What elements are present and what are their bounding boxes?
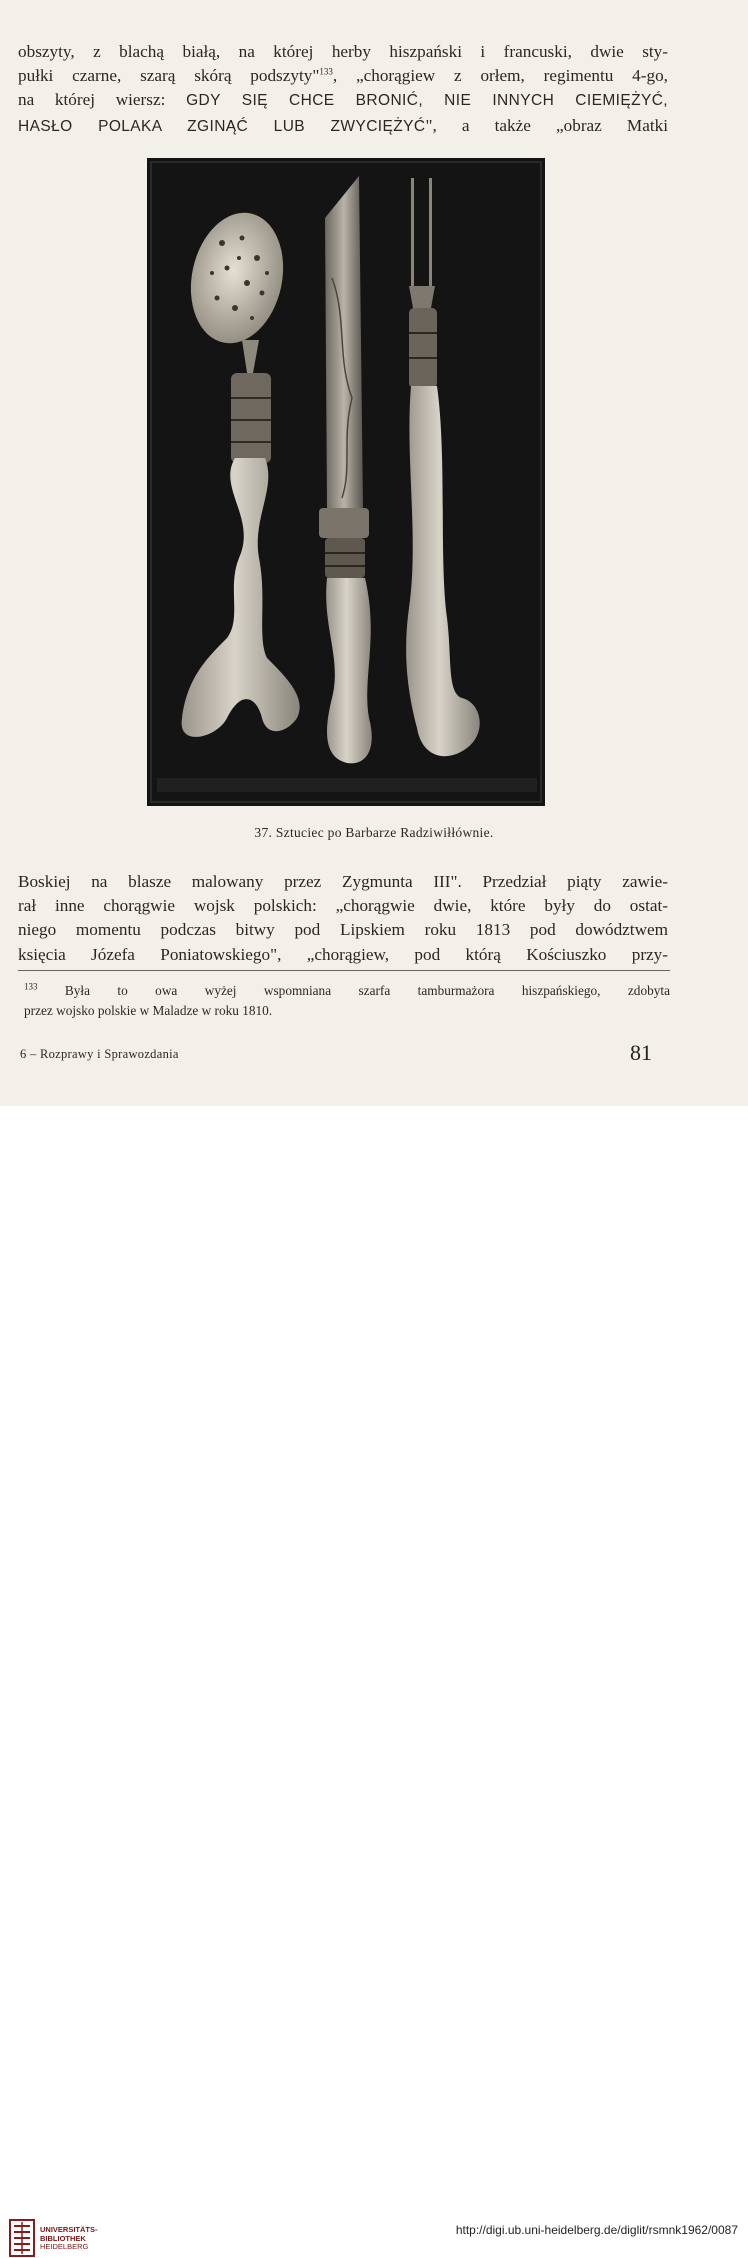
footnote-text: Była to owa wyżej wspomniana szarfa tamburmażora hiszpańskiego, zdobyta <box>37 983 670 998</box>
university-library-logo-icon[interactable] <box>8 2218 36 2258</box>
text-line <box>18 114 668 139</box>
text-line: niego momentu podczas bitwy pod Lipskiem roku 1813 pod dowództwem <box>18 920 668 940</box>
library-name-line: HEIDELBERG <box>40 2242 89 2251</box>
text-line: obszyty, z blachą białą, na której herby hiszpański i francuski, dwie sty- <box>18 42 668 61</box>
text-segment: na której wiersz: <box>18 90 187 110</box>
library-name[interactable] <box>40 2226 98 2252</box>
text-line: księcia Józefa Poniatowskiego", „chorągiew, pod którą Kościuszko przy- <box>18 944 668 964</box>
footnote-line <box>24 981 670 1001</box>
viewer-footer <box>0 1106 748 2251</box>
footnote-number: 133 <box>24 981 38 992</box>
text-line: rał inne chorągwie wojsk polskich: „chorągwie dwie, które były do ostat- <box>18 896 668 916</box>
footnote <box>24 981 670 1021</box>
text-line: Boskiej na blasze malowany przez Zygmunta III". Przedział piąty zawie- <box>18 872 668 891</box>
paragraph-bottom <box>18 870 668 967</box>
text-segment: , „chorągiew z orłem, regimentu 4-go, <box>332 66 668 86</box>
figure-photograph <box>147 158 545 806</box>
text-line <box>18 88 668 113</box>
footnote-line: przez wojsko polskie w Maladze w roku 1810. <box>24 1003 273 1018</box>
paragraph-top <box>18 40 668 139</box>
text-segment: pułki czarne, szarą skórą podszyty" <box>18 66 320 86</box>
motto-text: GDY SIĘ CHCE BRONIĆ, NIE INNYCH CIEMIĘŻYĆ, <box>186 92 668 110</box>
figure-caption: 37. Sztuciec po Barbarze Radziwiłłównie. <box>254 825 494 840</box>
library-name-line: BIBLIOTHEK <box>40 2233 86 2243</box>
footnote-ref[interactable]: 133 <box>319 66 333 77</box>
text-segment: ", a także „obraz Matki <box>425 115 668 135</box>
cutlery-photo-icon <box>147 158 545 806</box>
library-name-line: UNIVERSITÄTS- <box>40 2225 98 2234</box>
source-url-link[interactable]: http://digi.ub.uni-heidelberg.de/diglit/rsmnk1962/0087 <box>455 2223 738 2237</box>
footnote-divider <box>18 970 670 971</box>
printer-signature: 6 – Rozprawy i Sprawozdania <box>20 1047 179 1061</box>
motto-text: HASŁO POLAKA ZGINĄĆ LUB ZWYCIĘŻYĆ <box>18 117 426 135</box>
text-line <box>18 64 668 88</box>
scanned-page <box>0 0 748 1106</box>
page-number: 81 <box>630 1040 652 1065</box>
